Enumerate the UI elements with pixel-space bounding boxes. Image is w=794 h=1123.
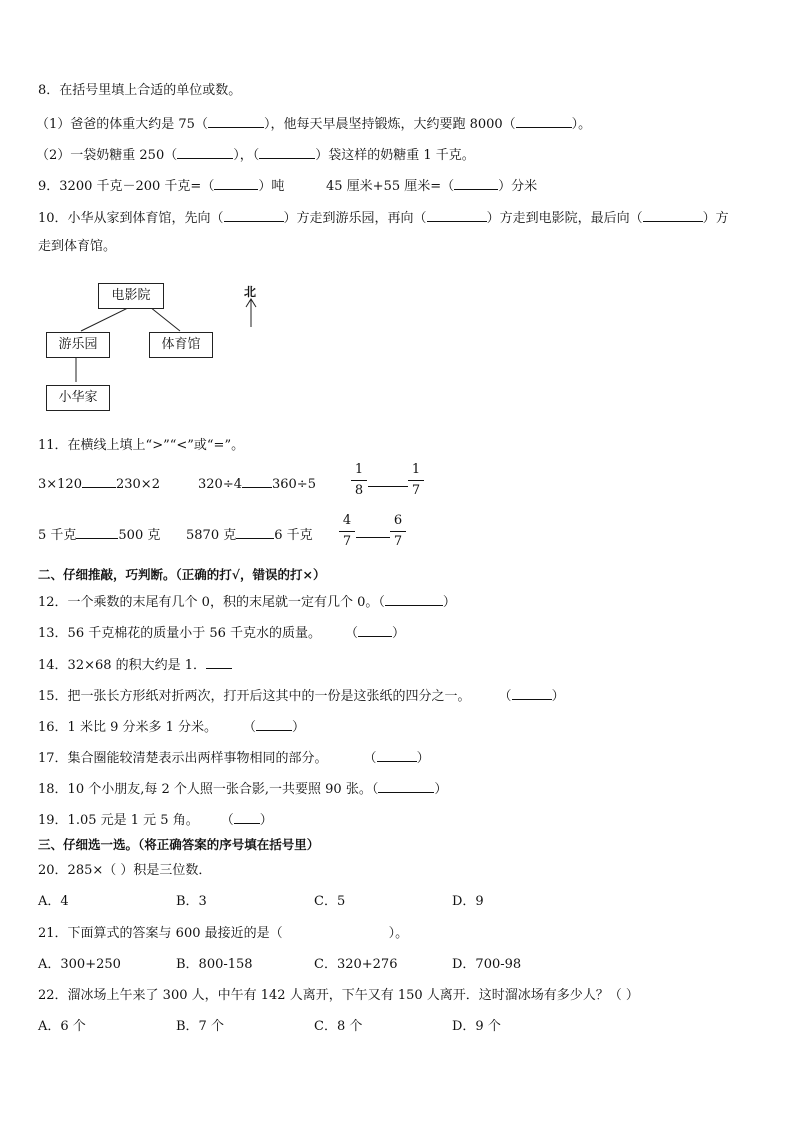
- answer-blank[interactable]: [206, 655, 232, 669]
- answer-blank[interactable]: [427, 208, 487, 222]
- q16: 16．1 米比 9 分米多 1 分米。 （ ）: [38, 717, 305, 737]
- q21-option-a[interactable]: A．300+250: [38, 957, 121, 972]
- q8-part1: （1）爸爸的体重大约是 75（ ），他每天早晨坚持锻炼，大约要跑 8000（ ）。: [36, 114, 591, 134]
- q11-expr3: 5 千克 500 克: [38, 525, 160, 545]
- answer-blank[interactable]: [214, 176, 258, 190]
- answer-blank[interactable]: [177, 145, 233, 159]
- answer-blank[interactable]: [234, 810, 260, 824]
- q10-line2: 走到体育馆。: [38, 239, 117, 254]
- q20-option-c[interactable]: C．5: [314, 894, 346, 909]
- answer-blank[interactable]: [224, 208, 284, 222]
- q10-line1: 10．小华从家到体育馆，先向（ ）方走到游乐园，再向（ ）方走到电影院，最后向（ ）方: [38, 208, 729, 228]
- fraction-6-7: 6 7: [390, 513, 406, 550]
- q21-option-c[interactable]: C．320+276: [314, 957, 398, 972]
- park-box: 游乐园: [46, 332, 110, 358]
- fraction-1-8: 1 8: [351, 462, 367, 499]
- fraction-1-7: 1 7: [408, 462, 424, 499]
- answer-blank[interactable]: [242, 474, 272, 488]
- q22-option-b[interactable]: B．7 个: [176, 1019, 224, 1034]
- section-3-heading: 三、仔细选一选。（将正确答案的序号填在括号里）: [38, 837, 320, 852]
- answer-blank[interactable]: [356, 537, 390, 538]
- q20-option-d[interactable]: D．9: [452, 894, 484, 909]
- q11-expr4: 5870 克 6 千克: [186, 525, 313, 545]
- answer-blank[interactable]: [378, 779, 434, 793]
- answer-blank[interactable]: [512, 686, 552, 700]
- q11-expr2: 320÷4 360÷5: [198, 474, 316, 494]
- q21-text: 21．下面算式的答案与 600 最接近的是（ ）。: [38, 926, 409, 941]
- q11-expr1: 3×120 230×2: [38, 474, 160, 494]
- answer-blank[interactable]: [76, 525, 118, 539]
- q22-option-c[interactable]: C．8 个: [314, 1019, 363, 1034]
- q19: 19．1.05 元是 1 元 5 角。 （ ）: [38, 810, 273, 830]
- q9-a: 9．3200 千克－200 千克=（ ）吨: [38, 176, 284, 196]
- q21-option-b[interactable]: B．800-158: [176, 957, 253, 972]
- north-label: 北: [244, 285, 257, 299]
- answer-blank[interactable]: [256, 717, 292, 731]
- gym-box: 体育馆: [149, 332, 213, 358]
- q15: 15．把一张长方形纸对折两次，打开后这其中的一份是这张纸的四分之一。 （ ）: [38, 686, 565, 706]
- answer-blank[interactable]: [377, 748, 417, 762]
- q22-option-a[interactable]: A．6 个: [38, 1019, 86, 1034]
- q9-b: 45 厘米+55 厘米=（ ）分米: [326, 176, 537, 196]
- q20-text: 20．285×（ ）积是三位数．: [38, 863, 212, 878]
- q21-option-d[interactable]: D．700-98: [452, 957, 522, 972]
- answer-blank[interactable]: [368, 486, 408, 487]
- q11-title: 11．在横线上填上“>”“<”或“=”。: [38, 438, 245, 453]
- q14: 14．32×68 的积大约是 1．: [38, 655, 232, 675]
- answer-blank[interactable]: [82, 474, 116, 488]
- q22-option-d[interactable]: D．9 个: [452, 1019, 501, 1034]
- q18: 18．10 个小朋友,每 2 个人照一张合影,一共要照 90 张。（ ）: [38, 779, 447, 799]
- answer-blank[interactable]: [358, 623, 392, 637]
- q22-text: 22．溜冰场上午来了 300 人，中午有 142 人离开，下午又有 150 人离开．这时溜冰场有多少人？（ ）: [38, 988, 639, 1003]
- fraction-4-7: 4 7: [339, 513, 355, 550]
- answer-blank[interactable]: [208, 114, 264, 128]
- q20-option-a[interactable]: A．4: [38, 894, 69, 909]
- answer-blank[interactable]: [516, 114, 572, 128]
- q13: 13．56 千克棉花的质量小于 56 千克水的质量。 （ ）: [38, 623, 405, 643]
- q20-option-b[interactable]: B．3: [176, 894, 207, 909]
- answer-blank[interactable]: [259, 145, 315, 159]
- answer-blank[interactable]: [385, 592, 443, 606]
- home-box: 小华家: [46, 385, 110, 411]
- cinema-box: 电影院: [98, 283, 164, 309]
- answer-blank[interactable]: [454, 176, 498, 190]
- q17: 17．集合圈能较清楚表示出两样事物相同的部分。 （ ）: [38, 748, 430, 768]
- section-2-heading: 二、仔细推敲，巧判断。（正确的打√，错误的打×）: [38, 567, 326, 582]
- answer-blank[interactable]: [643, 208, 703, 222]
- q8-part2: （2）一袋奶糖重 250（ ），（ ）袋这样的奶糖重 1 千克。: [36, 145, 475, 165]
- q8-title: 8．在括号里填上合适的单位或数。: [38, 83, 242, 98]
- q12: 12．一个乘数的末尾有几个 0，积的末尾就一定有几个 0。（ ）: [38, 592, 456, 612]
- answer-blank[interactable]: [236, 525, 274, 539]
